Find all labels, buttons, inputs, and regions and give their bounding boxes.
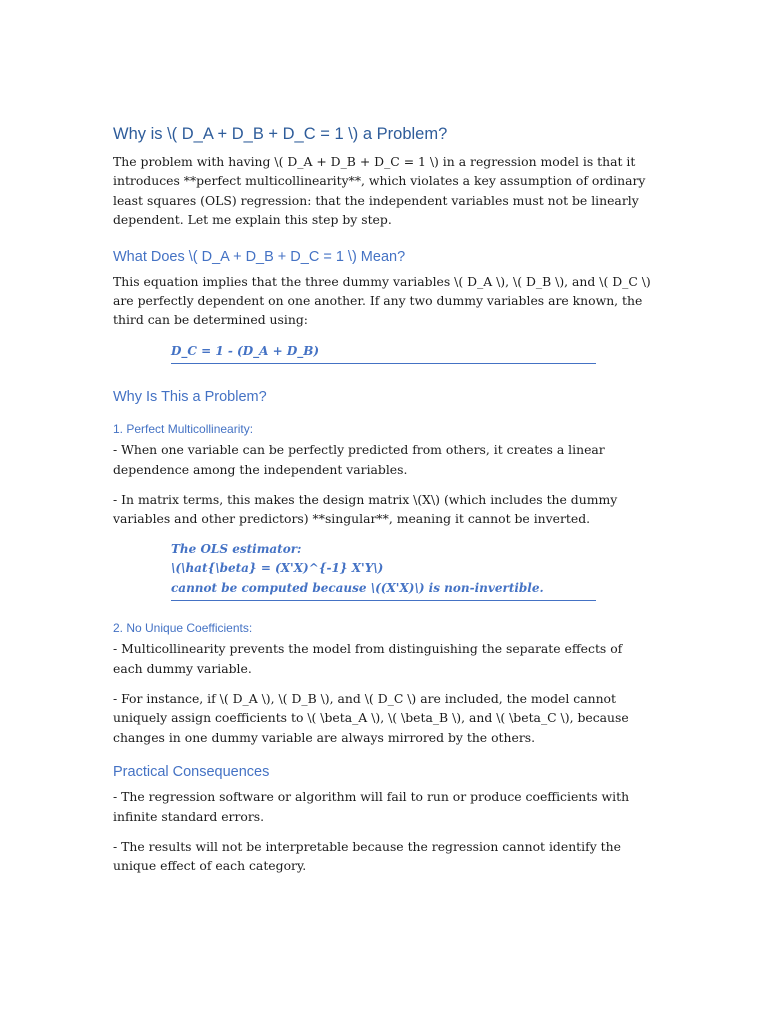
ols-quote-line-2: \(\hat{\beta} = (X'X)^{-1} X'Y\) (171, 561, 384, 576)
subheading-no-unique-coefficients: 2. No Unique Coefficients: (113, 621, 253, 636)
section-heading-consequences: Practical Consequences (113, 764, 270, 781)
consequences-paragraph-2: - The results will not be interpretable because the regression cannot identify the unique effect of each category. (113, 838, 621, 874)
ols-quote-line-1: The OLS estimator: (171, 541, 302, 556)
unique-paragraph-1: - Multicollinearity prevents the model from distinguishing the separate effects of each dummy variable. (113, 641, 623, 676)
page-title: Why is \( D_A + D_B + D_C = 1 \) a Problem? (113, 125, 448, 143)
unique-paragraph-2: - For instance, if \( D_A \), \( D_B \), and \( D_C \) are included, the model cannot uniquely assign coefficients to \( \beta_A \), \( \beta_B \), and \( \beta_C \), because changes in one dummy variable are always mirrored by the others. (113, 690, 629, 745)
section-heading-problem: Why Is This a Problem? (113, 389, 267, 406)
equation-quote (171, 342, 596, 364)
ols-quote-line-3: cannot be computed because \((X'X)\) is non-invertible. (171, 580, 544, 595)
document-body (113, 122, 653, 876)
subheading-perfect-multicollinearity: 1. Perfect Multicollinearity: (113, 422, 254, 437)
meaning-paragraph: This equation implies that the three dummy variables \( D_A \), \( D_B \), and \( D_C \) are perfectly dependent on one another. If any two dummy variables are known, the third can be determined using: (113, 273, 651, 328)
equation-quote-text: D_C = 1 - (D_A + D_B) (171, 343, 320, 358)
perfect-paragraph-1: - When one variable can be perfectly predicted from others, it creates a linear dependence among the independent variables. (113, 442, 605, 477)
intro-paragraph: The problem with having \( D_A + D_B + D_C = 1 \) in a regression model is that it introduces **perfect multicollinearity**, which violates a key assumption of ordinary least squares (OLS) regression: that the independent variables must not be linearly dependent. Let me explain this step by step. (113, 154, 646, 228)
ols-estimator-quote (171, 540, 596, 601)
perfect-paragraph-2: - In matrix terms, this makes the design matrix \(X\) (which includes the dummy variables and other predictors) **singular**, meaning it cannot be inverted. (113, 492, 618, 527)
consequences-paragraph-1: - The regression software or algorithm will fail to run or produce coefficients with infinite standard errors. (113, 789, 630, 824)
section-heading-meaning: What Does \( D_A + D_B + D_C = 1 \) Mean? (113, 248, 406, 265)
